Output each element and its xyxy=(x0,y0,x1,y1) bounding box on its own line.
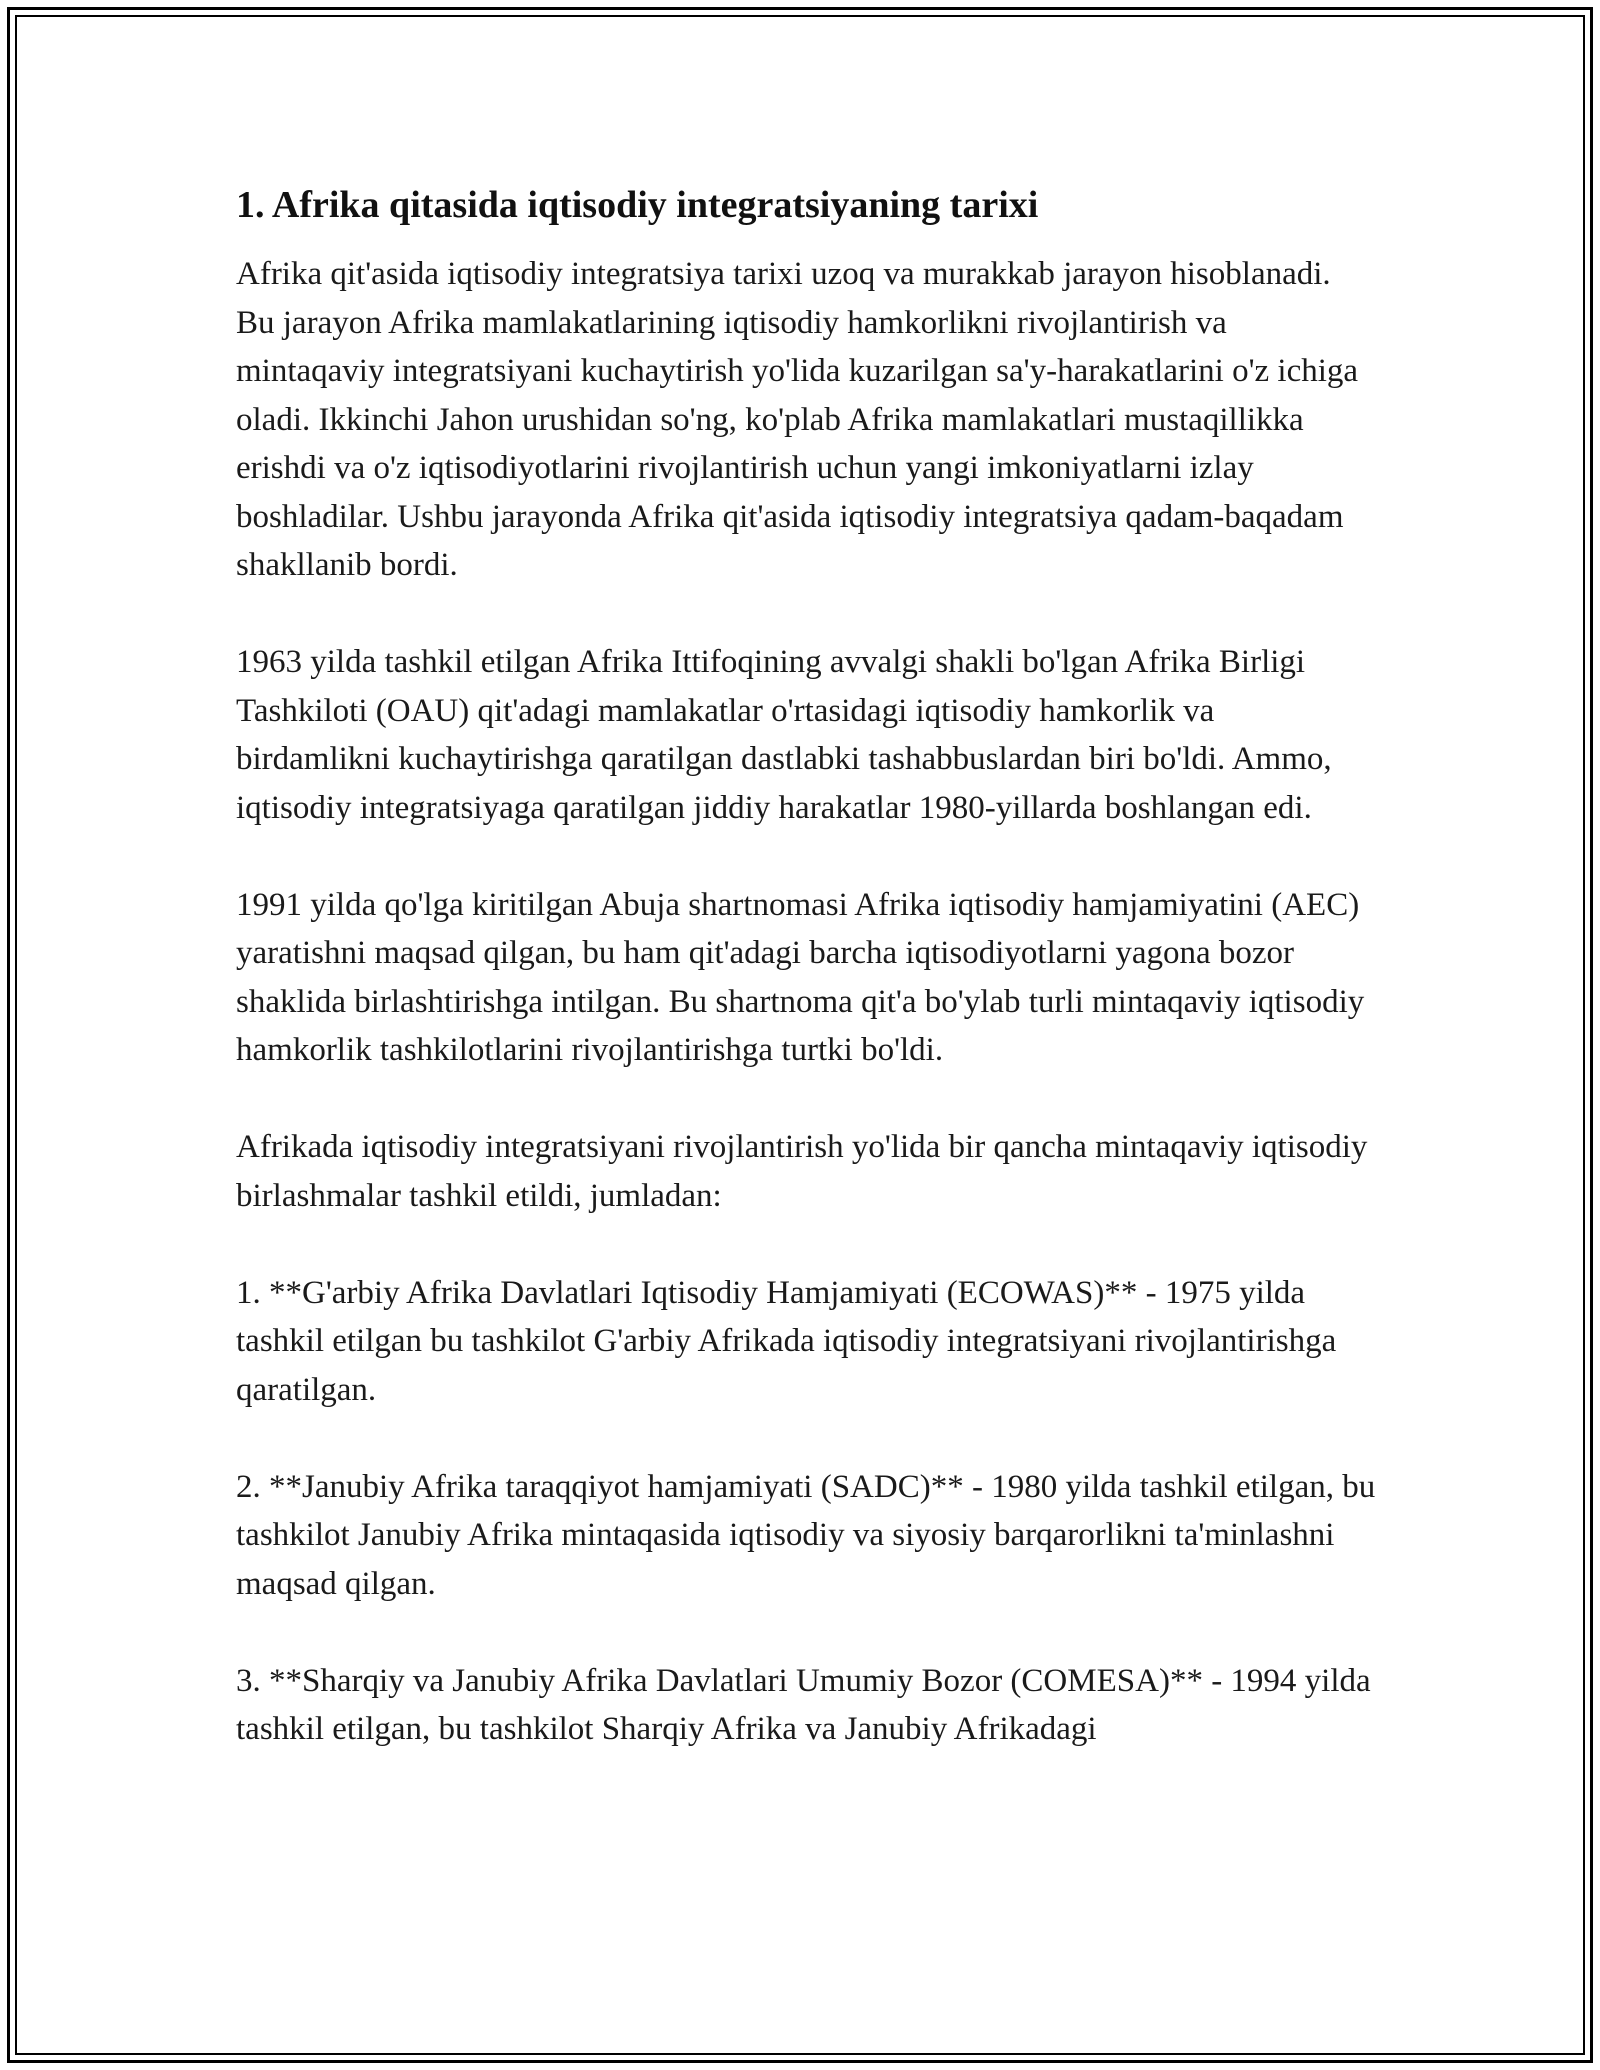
list-item-comesa: 3. **Sharqiy va Janubiy Afrika Davlatlari Umumiy Bozor (COMESA)** - 1994 yilda tashkil etilgan, bu tashkilot Sharqiy Afrika va Janubiy Afrikadagi xyxy=(236,1662,1371,1747)
section-heading: 1. Afrika qitasida iqtisodiy integratsiyaning tarixi xyxy=(236,184,1039,226)
paragraph-list-intro: Afrikada iqtisodiy integratsiyani rivojlantirish yo'lida bir qancha mintaqaviy iqtisodiy birlashmalar tashkil etildi, jumladan: xyxy=(236,1129,1368,1214)
paragraph-intro: Afrika qit'asida iqtisodiy integratsiya tarixi uzoq va murakkab jarayon hisoblanadi. Bu jarayon Afrika mamlakatlarining iqtisodiy hamkorlikni rivojlantirish va mintaqaviy integratsiyani kuchaytirish yo'lida kuzarilgan sa'y-harakatlarini o'z ichiga oladi. Ikkinchi Jahon urushidan so'ng, ko'plab Afrika mamlakatlari mustaqillikka erishdi va o'z iqtisodiyotlarini rivojlantirish uchun yangi imkoniyatlarni izlay boshladilar. Ushbu jarayonda Afrika qit'asida iqtisodiy integratsiya qadam-baqadam shakllanib bordi. xyxy=(236,256,1359,583)
paragraph-oau: 1963 yilda tashkil etilgan Afrika Ittifoqining avvalgi shakli bo'lgan Afrika Birligi Tashkiloti (OAU) qit'adagi mamlakatlar o'rtasidagi iqtisodiy hamkorlik va birdamlikni kuchaytirishga qaratilgan dastlabki tashabbuslardan biri bo'ldi. Ammo, iqtisodiy integratsiyaga qaratilgan jiddiy harakatlar 1980-yillarda boshlangan edi. xyxy=(236,644,1332,826)
list-item-sadc: 2. **Janubiy Afrika taraqqiyot hamjamiyati (SADC)** - 1980 yilda tashkil etilgan, bu tashkilot Janubiy Afrika mintaqasida iqtisodiy va siyosiy barqarorlikni ta'minlashni maqsad qilgan. xyxy=(236,1468,1376,1602)
list-item-ecowas: 1. **G'arbiy Afrika Davlatlari Iqtisodiy Hamjamiyati (ECOWAS)** - 1975 yilda tashkil etilgan bu tashkilot G'arbiy Afrikada iqtisodiy integratsiyani rivojlantirishga qaratilgan. xyxy=(236,1274,1337,1408)
document-body xyxy=(236,182,1376,1802)
paragraph-abuja: 1991 yilda qo'lga kiritilgan Abuja shartnomasi Afrika iqtisodiy hamjamiyatini (AEC) yaratishni maqsad qilgan, bu ham qit'adagi barcha iqtisodiyotlarni yagona bozor shaklida birlashtirishga intilgan. Bu shartnoma qit'a bo'ylab turli mintaqaviy iqtisodiy hamkorlik tashkilotlarini rivojlantirishga turtki bo'ldi. xyxy=(236,886,1365,1068)
